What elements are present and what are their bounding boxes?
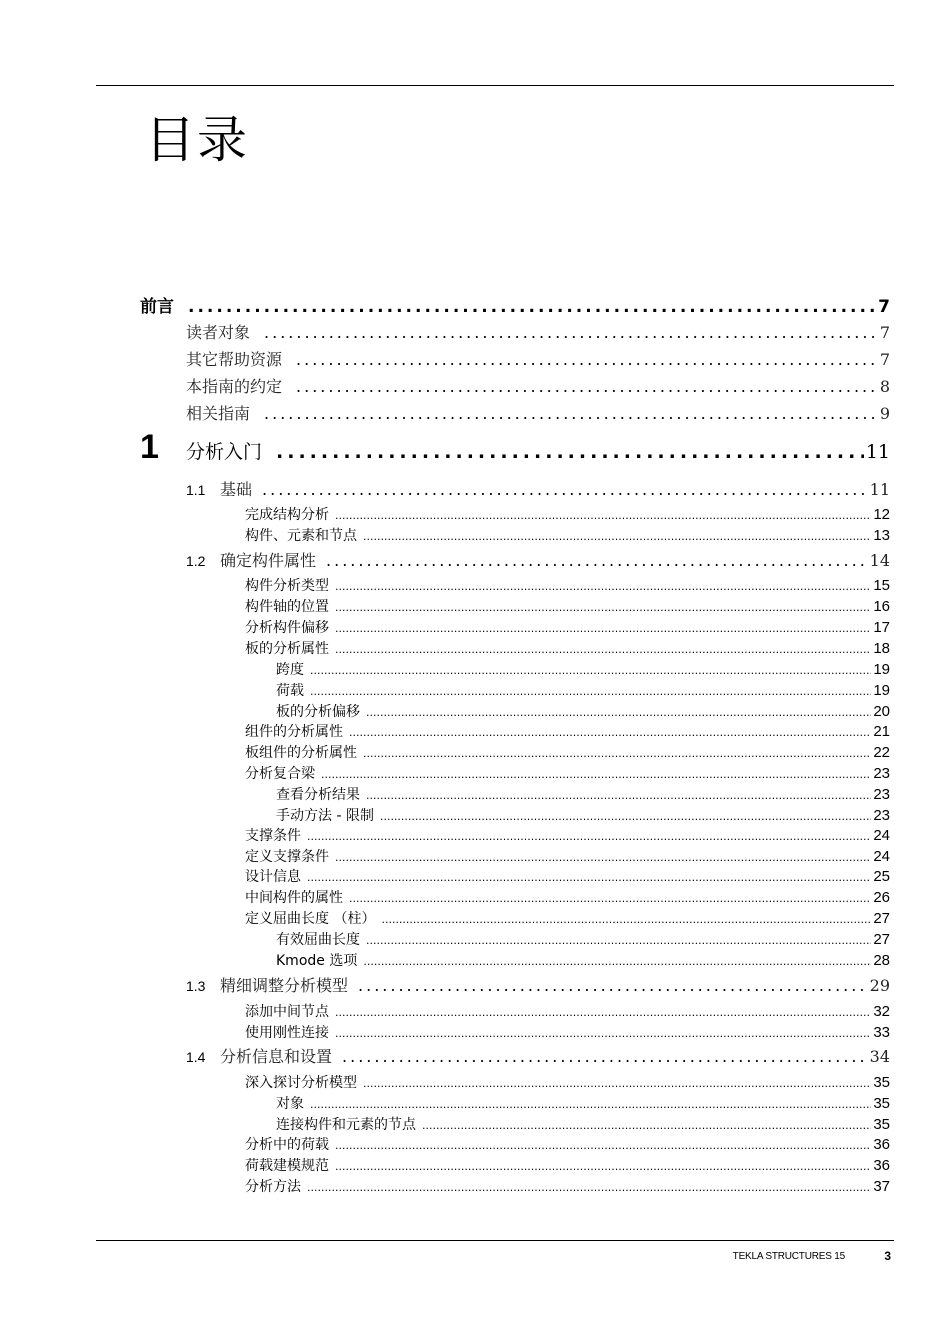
toc-page-number: 35 xyxy=(873,1074,890,1091)
toc-title: 其它帮助资源 xyxy=(186,350,283,369)
dot-leader xyxy=(335,1006,871,1019)
toc-page-number: 29 xyxy=(869,976,890,995)
dot-leader xyxy=(276,441,864,463)
toc-entry[interactable] xyxy=(245,908,890,928)
dot-leader xyxy=(335,580,871,593)
toc-page-number: 35 xyxy=(873,1116,890,1133)
toc-title: 本指南的约定 xyxy=(186,377,283,396)
toc-title: 荷载 xyxy=(276,683,304,699)
toc-page-number: 23 xyxy=(873,786,890,803)
toc-title: 构件、元素和节点 xyxy=(245,528,357,544)
toc-page-number: 20 xyxy=(873,703,890,720)
dot-leader xyxy=(321,768,871,781)
toc-entry[interactable] xyxy=(245,504,890,524)
toc-page-number: 26 xyxy=(873,889,890,906)
toc-page-number: 7 xyxy=(879,350,890,369)
toc-entry[interactable] xyxy=(245,825,890,845)
toc-section[interactable] xyxy=(186,477,890,500)
toc-entry[interactable] xyxy=(276,950,890,970)
toc-title: 基础 xyxy=(220,480,253,499)
toc-title: 板的分析属性 xyxy=(245,641,329,657)
dot-leader xyxy=(422,1119,871,1132)
toc-title: 荷载建模规范 xyxy=(245,1158,329,1174)
toc-entry[interactable] xyxy=(276,929,890,949)
toc-entry[interactable] xyxy=(245,575,890,595)
dot-leader xyxy=(262,480,868,499)
dot-leader xyxy=(335,1160,871,1173)
dot-leader xyxy=(335,622,871,635)
toc-entry[interactable] xyxy=(245,617,890,637)
dot-leader xyxy=(307,871,871,884)
toc-title: 组件的分析属性 xyxy=(245,724,343,740)
toc-page-number: 24 xyxy=(873,827,890,844)
toc-title: 分析构件偏移 xyxy=(245,620,329,636)
chapter-number: 1 xyxy=(140,428,159,466)
dot-leader xyxy=(264,323,878,342)
dot-leader xyxy=(264,404,878,423)
toc-page-number: 16 xyxy=(873,598,890,615)
toc-page-number: 22 xyxy=(873,744,890,761)
toc-title: 板的分析偏移 xyxy=(276,704,360,720)
toc-page-number: 27 xyxy=(873,931,890,948)
toc-page-number: 18 xyxy=(873,640,890,657)
toc-page-number: 37 xyxy=(873,1178,890,1195)
toc-page-number: 36 xyxy=(873,1136,890,1153)
toc-page-number: 7 xyxy=(879,323,890,342)
toc-chapter[interactable] xyxy=(140,428,890,467)
dot-leader xyxy=(342,1047,868,1066)
dot-leader xyxy=(335,1027,871,1040)
toc-entry[interactable] xyxy=(276,805,890,825)
toc-entry[interactable] xyxy=(245,1001,890,1021)
toc-title: 完成结构分析 xyxy=(245,507,329,523)
toc-page-number: 27 xyxy=(873,910,890,927)
toc-title: 分析方法 xyxy=(245,1179,301,1195)
toc-page-number: 17 xyxy=(873,619,890,636)
page-title: 目录 xyxy=(145,111,249,169)
toc-entry[interactable] xyxy=(245,638,890,658)
dot-leader xyxy=(380,810,871,823)
toc-entry[interactable] xyxy=(245,525,890,545)
dot-leader xyxy=(335,1139,871,1152)
toc-title: 分析复合梁 xyxy=(245,766,315,782)
section-number: 1.4 xyxy=(186,1049,206,1065)
dot-leader xyxy=(326,551,868,570)
toc-entry[interactable] xyxy=(276,701,890,721)
dot-leader xyxy=(310,664,871,677)
toc-page-number: 32 xyxy=(873,1003,890,1020)
toc-page-number: 36 xyxy=(873,1157,890,1174)
toc-page-number: 34 xyxy=(869,1047,890,1066)
toc-title: 有效屈曲长度 xyxy=(276,932,360,948)
toc-title: 板组件的分析属性 xyxy=(245,745,357,761)
section-number: 1.1 xyxy=(186,482,206,498)
toc-section[interactable] xyxy=(186,548,890,571)
dot-leader xyxy=(307,1181,871,1194)
toc-section[interactable] xyxy=(186,973,890,996)
toc-entry[interactable] xyxy=(245,1072,890,1092)
dot-leader xyxy=(363,1077,871,1090)
top-rule xyxy=(96,85,894,86)
toc-entry[interactable] xyxy=(245,763,890,783)
toc-page-number: 13 xyxy=(873,527,890,544)
bottom-rule xyxy=(96,1240,894,1241)
toc-preface-item[interactable] xyxy=(186,320,890,343)
dot-leader xyxy=(307,830,871,843)
toc-page-number: 7 xyxy=(878,297,890,317)
toc-page-number: 19 xyxy=(873,661,890,678)
dot-leader xyxy=(349,726,871,739)
toc-title: 对象 xyxy=(276,1096,304,1112)
toc-preface-item[interactable] xyxy=(186,347,890,370)
dot-leader xyxy=(358,976,868,995)
toc-entry[interactable] xyxy=(276,784,890,804)
toc-entry[interactable] xyxy=(245,1134,890,1154)
toc-title: 读者对象 xyxy=(186,323,251,342)
toc-page-number: 25 xyxy=(873,868,890,885)
dot-leader xyxy=(335,643,871,656)
toc-title: 查看分析结果 xyxy=(276,787,360,803)
dot-leader xyxy=(335,509,871,522)
dot-leader xyxy=(296,350,878,369)
toc-title: 分析入门 xyxy=(186,441,263,463)
dot-leader xyxy=(188,297,876,317)
toc-title: 相关指南 xyxy=(186,404,251,423)
toc-preface-item[interactable] xyxy=(186,401,890,424)
toc-page-number: 23 xyxy=(873,765,890,782)
toc-entry[interactable] xyxy=(276,680,890,700)
dot-leader xyxy=(349,892,871,905)
dot-leader xyxy=(366,789,871,802)
section-number: 1.3 xyxy=(186,978,206,994)
toc-title: 确定构件属性 xyxy=(220,551,317,570)
dot-leader xyxy=(363,955,871,968)
toc-page-number: 21 xyxy=(873,723,890,740)
dot-leader xyxy=(363,747,871,760)
toc-title: 分析信息和设置 xyxy=(220,1047,333,1066)
section-number: 1.2 xyxy=(186,553,206,569)
toc-page-number: 24 xyxy=(873,848,890,865)
toc-entry[interactable] xyxy=(276,1093,890,1113)
toc-title: 添加中间节点 xyxy=(245,1004,329,1020)
toc-page-number: 15 xyxy=(873,577,890,594)
toc-title: 设计信息 xyxy=(245,869,301,885)
toc-preface-item[interactable] xyxy=(186,374,890,397)
footer-product-label: TEKLA STRUCTURES 15 xyxy=(732,1251,845,1262)
toc-page-number: 11 xyxy=(869,480,890,499)
dot-leader xyxy=(363,530,871,543)
toc-title: 中间构件的属性 xyxy=(245,890,343,906)
dot-leader xyxy=(310,685,871,698)
toc-page-number: 28 xyxy=(873,952,890,969)
toc-title: 跨度 xyxy=(276,662,304,678)
toc-title: 定义屈曲长度 （柱） xyxy=(245,911,376,927)
toc-entry[interactable] xyxy=(245,1022,890,1042)
toc-title: 连接构件和元素的节点 xyxy=(276,1117,416,1133)
toc-title: 前言 xyxy=(140,297,174,317)
dot-leader xyxy=(310,1098,871,1111)
toc-title: Kmode 选项 xyxy=(276,953,358,969)
toc-title: 构件分析类型 xyxy=(245,578,329,594)
toc-preface[interactable] xyxy=(140,292,890,317)
toc-entry[interactable] xyxy=(245,721,890,741)
dot-leader xyxy=(381,913,871,926)
toc-page-number: 11 xyxy=(865,441,890,463)
dot-leader xyxy=(366,934,871,947)
toc-page-number: 19 xyxy=(873,682,890,699)
dot-leader xyxy=(335,851,871,864)
toc-title: 手动方法 - 限制 xyxy=(276,808,374,824)
toc-page-number: 14 xyxy=(869,551,890,570)
toc-entry[interactable] xyxy=(245,887,890,907)
toc-page-number: 8 xyxy=(879,377,890,396)
toc-title: 定义支撑条件 xyxy=(245,849,329,865)
toc-page-number: 23 xyxy=(873,807,890,824)
toc-page-number: 12 xyxy=(873,506,890,523)
toc-page-number: 35 xyxy=(873,1095,890,1112)
dot-leader xyxy=(335,601,871,614)
toc-title: 构件轴的位置 xyxy=(245,599,329,615)
toc-entry[interactable] xyxy=(245,1155,890,1175)
toc-entry[interactable] xyxy=(245,596,890,616)
toc-title: 精细调整分析模型 xyxy=(220,976,349,995)
toc-entry[interactable] xyxy=(276,659,890,679)
toc-title: 分析中的荷载 xyxy=(245,1137,329,1153)
toc-entry[interactable] xyxy=(245,866,890,886)
toc-title: 深入探讨分析模型 xyxy=(245,1075,357,1091)
toc-entry[interactable] xyxy=(245,846,890,866)
toc-title: 使用刚性连接 xyxy=(245,1025,329,1041)
toc-title: 支撑条件 xyxy=(245,828,301,844)
toc-section[interactable] xyxy=(186,1044,890,1067)
toc-page-number: 9 xyxy=(879,404,890,423)
dot-leader xyxy=(296,377,878,396)
footer-page-number: 3 xyxy=(884,1249,891,1263)
toc-page-number: 33 xyxy=(873,1024,890,1041)
toc-entry[interactable] xyxy=(245,1176,890,1196)
toc-entry[interactable] xyxy=(245,742,890,762)
toc-entry[interactable] xyxy=(276,1114,890,1134)
dot-leader xyxy=(366,706,871,719)
